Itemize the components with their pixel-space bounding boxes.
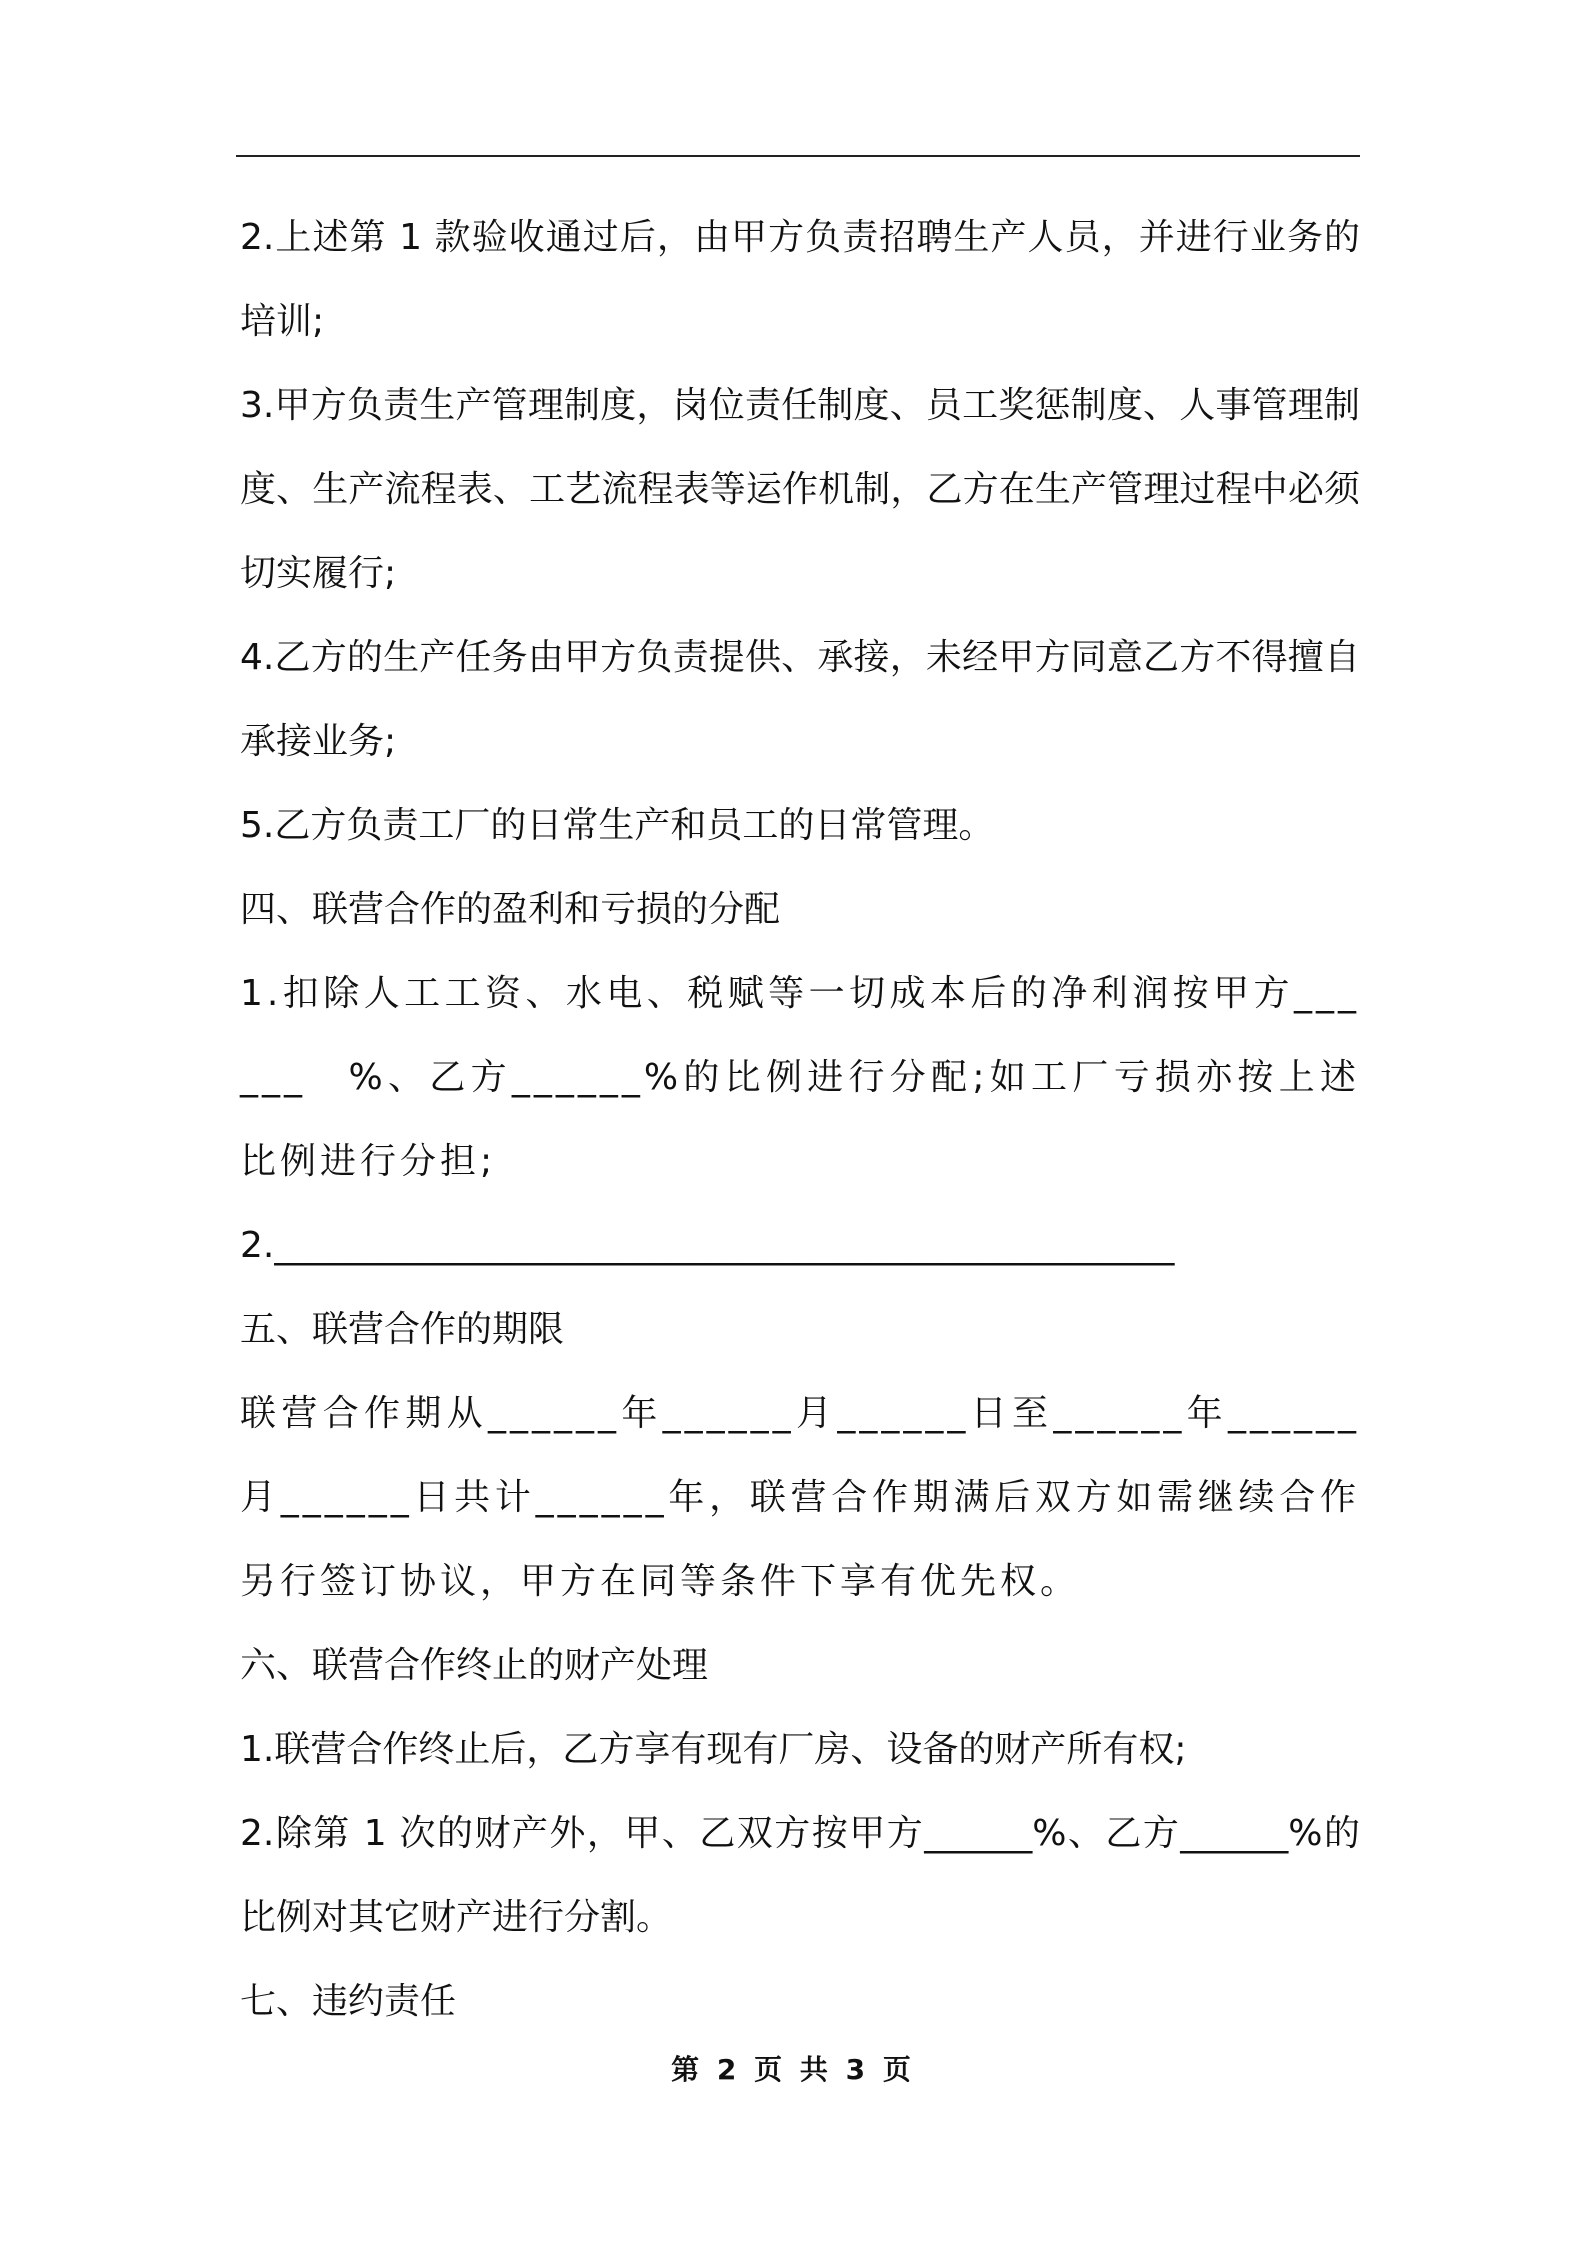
section-heading-5: 五、联营合作的期限	[240, 1309, 565, 1350]
header-rule	[236, 155, 1360, 157]
clause-2: 2.上述第 1 款验收通过后，由甲方负责招聘生产人员，并进行业务的培训;	[240, 217, 1360, 342]
term-clause: 联营合作期从______年______月______日至______年______月______日共计______年，联营合作期满后双方如需继续合作另行签订协议，甲方在同等条件下享有优先权。	[240, 1393, 1360, 1602]
document-body	[240, 196, 1360, 2044]
page-footer: 第 2 页 共 3 页	[671, 2053, 915, 2086]
clause-3: 3.甲方负责生产管理制度，岗位责任制度、员工奖惩制度、人事管理制度、生产流程表、工艺流程表等运作机制，乙方在生产管理过程中必须切实履行;	[240, 385, 1360, 594]
property-clause-1: 1.联营合作终止后，乙方享有现有厂房、设备的财产所有权;	[240, 1729, 1187, 1770]
clause-5: 5.乙方负责工厂的日常生产和员工的日常管理。	[240, 805, 995, 846]
section-heading-4: 四、联营合作的盈利和亏损的分配	[240, 889, 781, 930]
section-heading-6: 六、联营合作终止的财产处理	[240, 1645, 709, 1686]
section-heading-7: 七、违约责任	[240, 1981, 457, 2022]
profit-clause-2: 2.__________________________________________________	[240, 1225, 1175, 1266]
property-clause-2: 2.除第 1 次的财产外，甲、乙双方按甲方______%、乙方______%的比例对其它财产进行分割。	[240, 1813, 1360, 1938]
clause-4: 4.乙方的生产任务由甲方负责提供、承接，未经甲方同意乙方不得擅自承接业务;	[240, 637, 1360, 762]
profit-clause-1: 1.扣除人工工资、水电、税赋等一切成本后的净利润按甲方______ %、乙方______%的比例进行分配;如工厂亏损亦按上述比例进行分担;	[240, 973, 1360, 1182]
